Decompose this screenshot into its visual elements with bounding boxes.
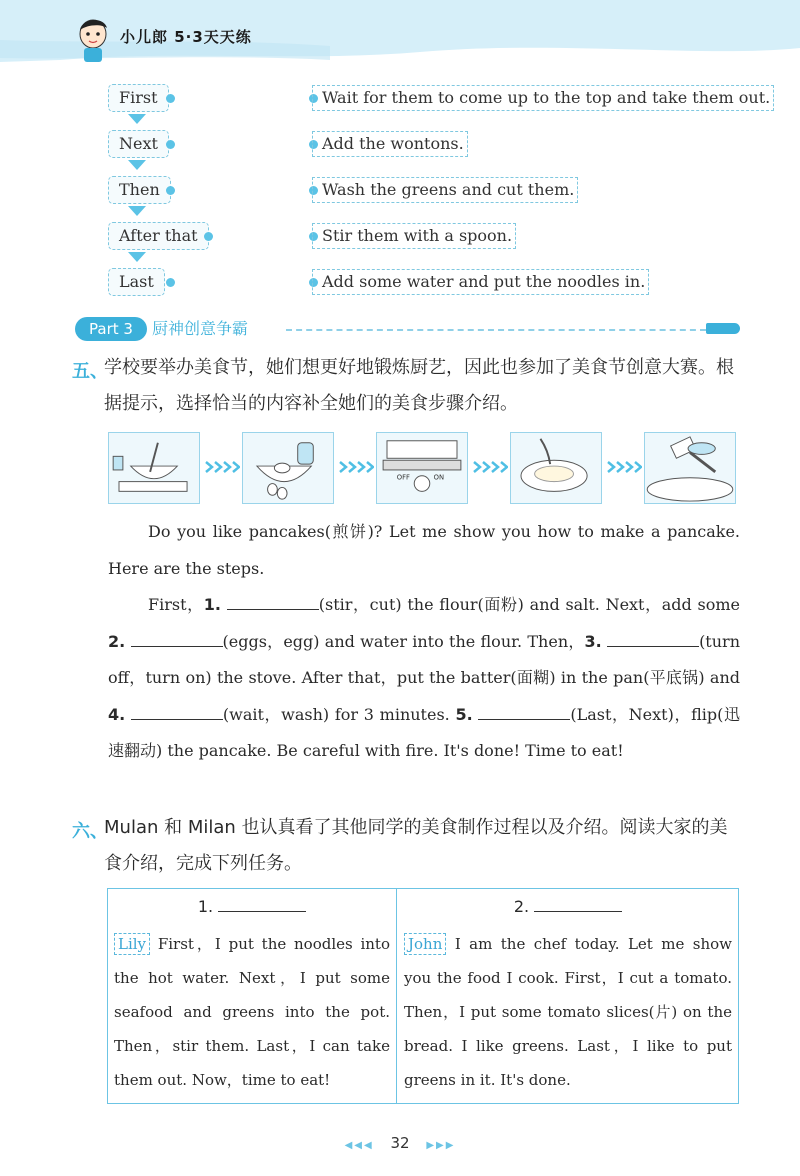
step-dot[interactable]: [166, 278, 175, 287]
passage-intro: Do you like pancakes(煎饼)? Let me show you how to make a pancake. Here are the steps.: [108, 522, 740, 578]
blank-number: 4.: [108, 704, 126, 724]
blank-number: 5.: [455, 704, 473, 724]
step-option-3: Wash the greens and cut them.: [312, 177, 578, 203]
blank-number: 1.: [203, 595, 222, 614]
table-cell-lily: [108, 889, 396, 1103]
answer-blank-4[interactable]: [131, 706, 223, 720]
pencil-icon: [706, 323, 740, 334]
cell-text: [404, 927, 732, 1097]
cell-paragraph: First，I put the noodles into the hot water. Next，I put some seafood and greens into the pot. Then，stir them. Last，I can take them out. Now，time to eat!: [114, 935, 390, 1089]
cell-number: 2.: [513, 897, 530, 916]
down-arrow-icon: [128, 252, 146, 262]
part-title: 厨神创意争霸: [152, 319, 249, 338]
cell-number: 1.: [197, 897, 214, 916]
table-divider: [396, 889, 397, 1103]
chevron-icon: [204, 460, 240, 474]
svg-text:ON: ON: [433, 473, 445, 482]
header-title: 小儿郎 5·3天天练: [120, 28, 252, 46]
cell-text: [114, 927, 390, 1097]
blank-number: 2.: [108, 631, 126, 651]
question-instruction: 学校要举办美食节，她们想更好地锻炼厨艺，因此也参加了美食节创意大赛。根据提示，选择恰当的内容补全她们的美食步骤介绍。: [104, 357, 734, 414]
question-number: 五、: [72, 361, 108, 382]
step-dot[interactable]: [204, 232, 213, 241]
stove-knob-image: [376, 432, 468, 504]
part-badge: Part 3: [75, 317, 147, 341]
table-cell-john: [398, 889, 738, 1103]
chevron-icon: [472, 460, 508, 474]
passage-text: (turn off，turn on) the stove. After that，put the batter(面糊) in the pan(平底锅) and: [108, 631, 740, 687]
down-arrow-icon: [128, 206, 146, 216]
name-tag-lily: Lily: [114, 933, 150, 955]
flip-pancake-image: [644, 432, 736, 504]
mascot-icon: [74, 14, 112, 64]
answer-blank-3[interactable]: [607, 633, 699, 647]
page-footer: [0, 1134, 800, 1152]
step-label-next: Next: [108, 130, 169, 158]
batter-pan-image: [510, 432, 602, 504]
food-intro-table: [107, 888, 739, 1104]
left-arrows-icon: ◀◀◀: [344, 1140, 374, 1151]
passage-text: (wait，wash) for 3 minutes.: [222, 704, 450, 724]
blank-number: 3.: [584, 631, 602, 651]
cell-heading: [108, 897, 396, 916]
step-label-then: Then: [108, 176, 171, 204]
step-label-after-that: After that: [108, 222, 209, 250]
chevron-icon: [606, 460, 642, 474]
eggs-bowl-image: [242, 432, 334, 504]
step-label-last: Last: [108, 268, 165, 296]
answer-blank-5[interactable]: [478, 706, 570, 720]
step-option-5: Add some water and put the noodles in.: [312, 269, 649, 295]
passage-text: (eggs，egg) and water into the flour. Then，: [222, 631, 585, 651]
down-arrow-icon: [128, 114, 146, 124]
passage-text: (stir，cut) the flour(面粉) and salt. Next，add some: [318, 595, 740, 614]
title-blank-2[interactable]: [534, 898, 622, 912]
answer-blank-2[interactable]: [131, 633, 223, 647]
svg-text:OFF: OFF: [396, 473, 410, 482]
step-option-1: Wait for them to come up to the top and take them out.: [312, 85, 774, 111]
cell-heading: [398, 897, 738, 916]
passage-steps: [108, 587, 740, 770]
mixing-bowl-image: [108, 432, 200, 504]
part-divider: [286, 329, 706, 331]
page-number: 32: [390, 1134, 410, 1152]
title-blank-1[interactable]: [218, 898, 306, 912]
step-dot[interactable]: [166, 186, 175, 195]
down-arrow-icon: [128, 160, 146, 170]
step-option-2: Add the wontons.: [312, 131, 468, 157]
chevron-icon: [338, 460, 374, 474]
question-number: 六、: [72, 821, 108, 842]
name-tag-john: John: [404, 933, 446, 955]
step-dot[interactable]: [166, 94, 175, 103]
question-instruction: Mulan 和 Milan 也认真看了其他同学的美食制作过程以及介绍。阅读大家的美食介绍，完成下列任务。: [104, 817, 728, 874]
passage-text: (Last，Next)，flip(迅速翻动) the pancake. Be careful with fire. It's done! Time to eat!: [108, 704, 740, 760]
answer-blank-1[interactable]: [227, 596, 319, 610]
passage-text: First，: [148, 595, 204, 614]
step-option-4: Stir them with a spoon.: [312, 223, 516, 249]
step-dot[interactable]: [166, 140, 175, 149]
step-label-first: First: [108, 84, 169, 112]
right-arrows-icon: ▶▶▶: [426, 1140, 456, 1151]
cell-paragraph: I am the chef today. Let me show you the food I cook. First，I cut a tomato. Then，I put some tomato slices(片) on the bread. I like greens. Last，I like to put greens in it. It's done.: [404, 935, 732, 1089]
